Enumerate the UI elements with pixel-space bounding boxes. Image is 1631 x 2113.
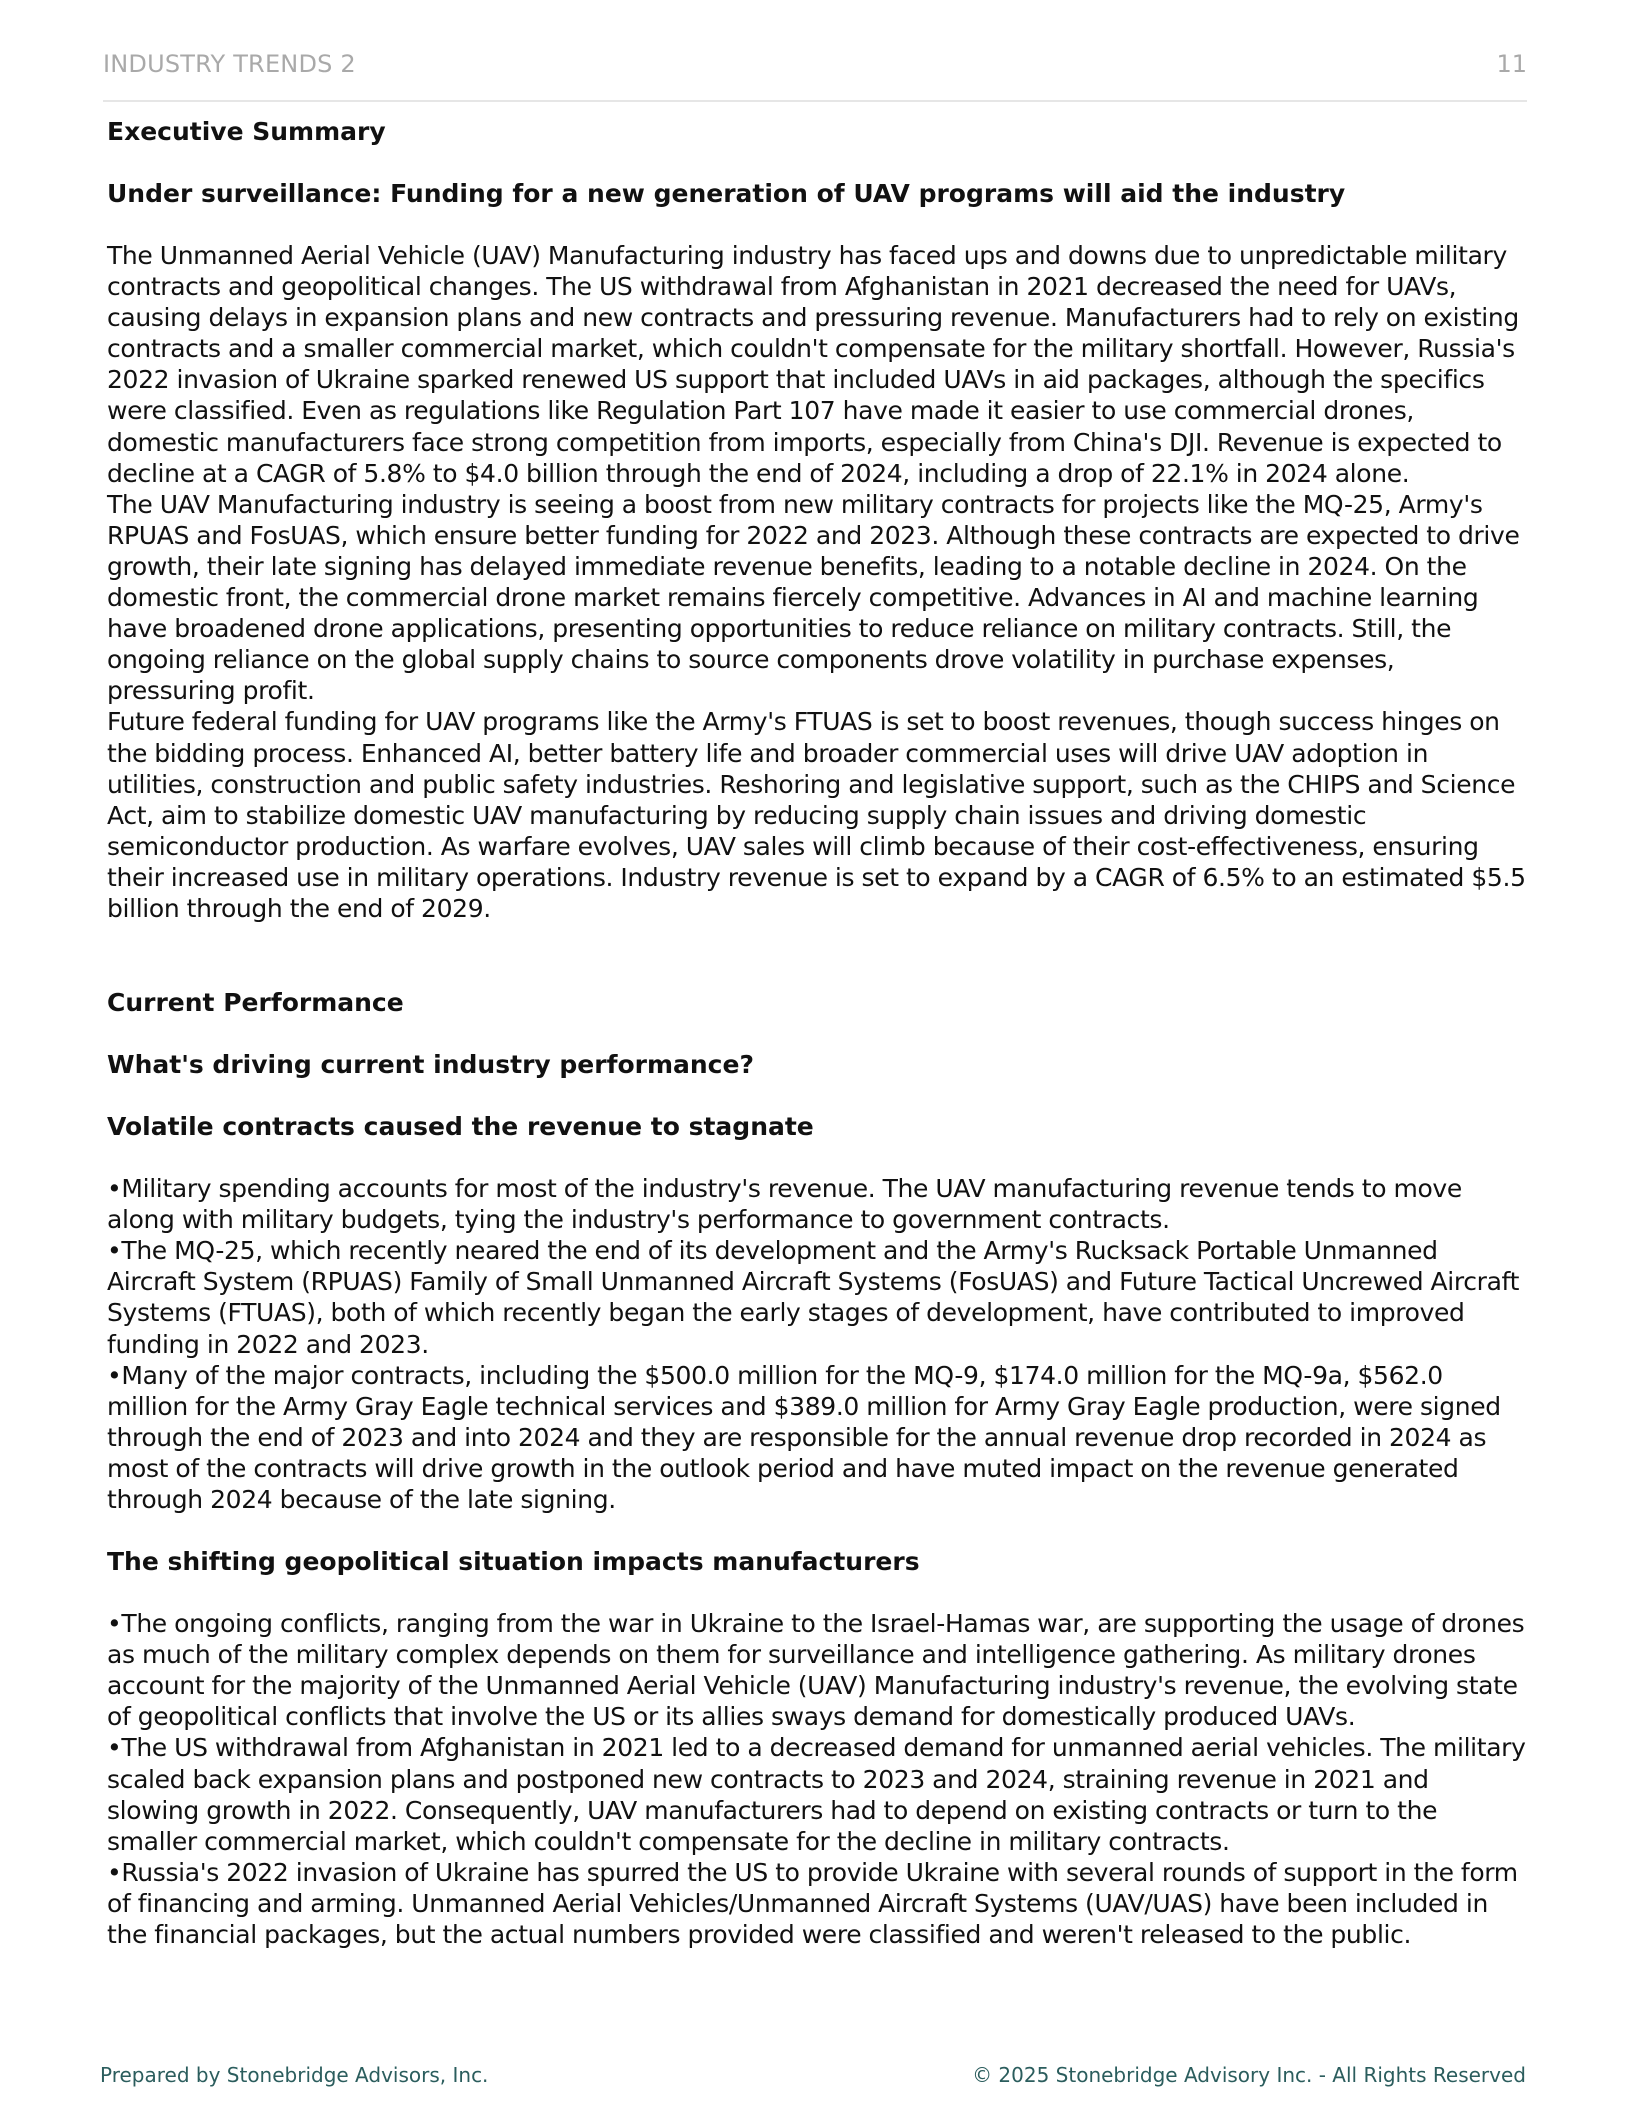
bullet-item: •The ongoing conflicts, ranging from the war in Ukraine to the Israel-Hamas war, are supporting the usage of drones as much of the military complex depends on them for surveillance and intelligence gathering. As military drones account for the majority of the Unmanned Aerial Vehicle (UAV) Manufacturing industry's revenue, the evolving state of geopolitical conflicts that involve the US or its allies sways demand for domestically produced UAVs. [107,1609,1525,1732]
summary-paragraph: Future federal funding for UAV programs like the Army's FTUAS is set to boost revenues, though success hinges on the bidding process. Enhanced AI, better battery life and broader commercial uses will drive UAV adoption in utilities, construction and public safety industries. Reshoring and legislative support, such as the CHIPS and Science Act, aim to stabilize domestic UAV manufacturing by reducing supply chain issues and driving domestic semiconductor production. As warfare evolves, UAV sales will climb because of their cost-effectiveness, ensuring their increased use in military operations. Industry revenue is set to expand by a CAGR of 6.5% to an estimated $5.5 billion through the end of 2029. [107,707,1526,923]
bullet-item: •The MQ-25, which recently neared the end of its development and the Army's Rucksack Portable Unmanned Aircraft System (RPUAS) Family of Small Unmanned Aircraft Systems (FosUAS) and Future Tactical Uncrewed Aircraft Systems (FTUAS), both of which recently began the early stages of development, have contributed to improved funding in 2022 and 2023. [107,1236,1520,1359]
driving-performance-question: What's driving current industry performance? [107,1050,754,1080]
bullet-item: •Many of the major contracts, including the $500.0 million for the MQ-9, $174.0 million for the MQ-9a, $562.0 million for the Army Gray Eagle technical services and $389.0 million for Army Gray Eagle production, were signed through the end of 2023 and into 2024 and they are responsible for the annual revenue drop recorded in 2024 as most of the contracts will drive growth in the outlook period and have muted impact on the revenue generated through 2024 because of the late signing. [107,1360,1501,1514]
document-body [107,116,1527,1950]
volatile-contracts-bullets [107,1173,1527,1515]
summary-paragraph: The Unmanned Aerial Vehicle (UAV) Manufacturing industry has faced ups and downs due to unpredictable military contracts and geopolitical changes. The US withdrawal from Afghanistan in 2021 decreased the need for UAVs, causing delays in expansion plans and new contracts and pressuring revenue. Manufacturers had to rely on existing contracts and a smaller commercial market, which couldn't compensate for the military shortfall. However, Russia's 2022 invasion of Ukraine sparked renewed US support that included UAVs in aid packages, although the specifics were classified. Even as regulations like Regulation Part 107 have made it easier to use commercial drones, domestic manufacturers face strong competition from imports, especially from China's DJI. Revenue is expected to decline at a CAGR of 5.8% to $4.0 billion through the end of 2024, including a drop of 22.1% in 2024 alone. [107,241,1519,488]
executive-summary-subheading: Under surveillance: Funding for a new generation of UAV programs will aid the industry [107,179,1346,208]
volatile-contracts-heading: Volatile contracts caused the revenue to stagnate [107,1112,814,1142]
header-title: INDUSTRY TRENDS 2 [103,50,356,78]
page-number: 11 [1496,50,1527,78]
bullet-item: •The US withdrawal from Afghanistan in 2021 led to a decreased demand for unmanned aerial vehicles. The military scaled back expansion plans and postponed new contracts to 2023 and 2024, straining revenue in 2021 and slowing growth in 2022. Consequently, UAV manufacturers had to depend on existing contracts or turn to the smaller commercial market, which couldn't compensate for the decline in military contracts. [107,1733,1526,1856]
bullet-item: •Military spending accounts for most of the industry's revenue. The UAV manufacturing revenue tends to move along with military budgets, tying the industry's performance to government contracts. [107,1174,1462,1235]
bullet-item: •Russia's 2022 invasion of Ukraine has spurred the US to provide Ukraine with several rounds of support in the form of financing and arming. Unmanned Aerial Vehicles/Unmanned Aircraft Systems (UAV/UAS) have been included in the financial packages, but the actual numbers provided were classified and weren't released to the public. [107,1857,1518,1950]
page-header [103,46,1527,102]
geopolitical-heading: The shifting geopolitical situation impacts manufacturers [107,1547,920,1577]
executive-summary-heading: Executive Summary [107,117,386,146]
current-performance-heading: Current Performance [107,988,404,1018]
footer-prepared-by: Prepared by Stonebridge Advisors, Inc. [100,2063,489,2087]
executive-summary-paragraphs [107,240,1527,924]
summary-paragraph: The UAV Manufacturing industry is seeing a boost from new military contracts for projects like the MQ-25, Army's RPUAS and FosUAS, which ensure better funding for 2022 and 2023. Although these contracts are expected to drive growth, their late signing has delayed immediate revenue benefits, leading to a notable decline in 2024. On the domestic front, the commercial drone market remains fiercely competitive. Advances in AI and machine learning have broadened drone applications, presenting opportunities to reduce reliance on military contracts. Still, the ongoing reliance on the global supply chains to source components drove volatility in purchase expenses, pressuring profit. [107,489,1520,706]
footer-copyright: © 2025 Stonebridge Advisory Inc. - All Rights Reserved [972,2063,1526,2087]
geopolitical-bullets [107,1608,1527,1950]
